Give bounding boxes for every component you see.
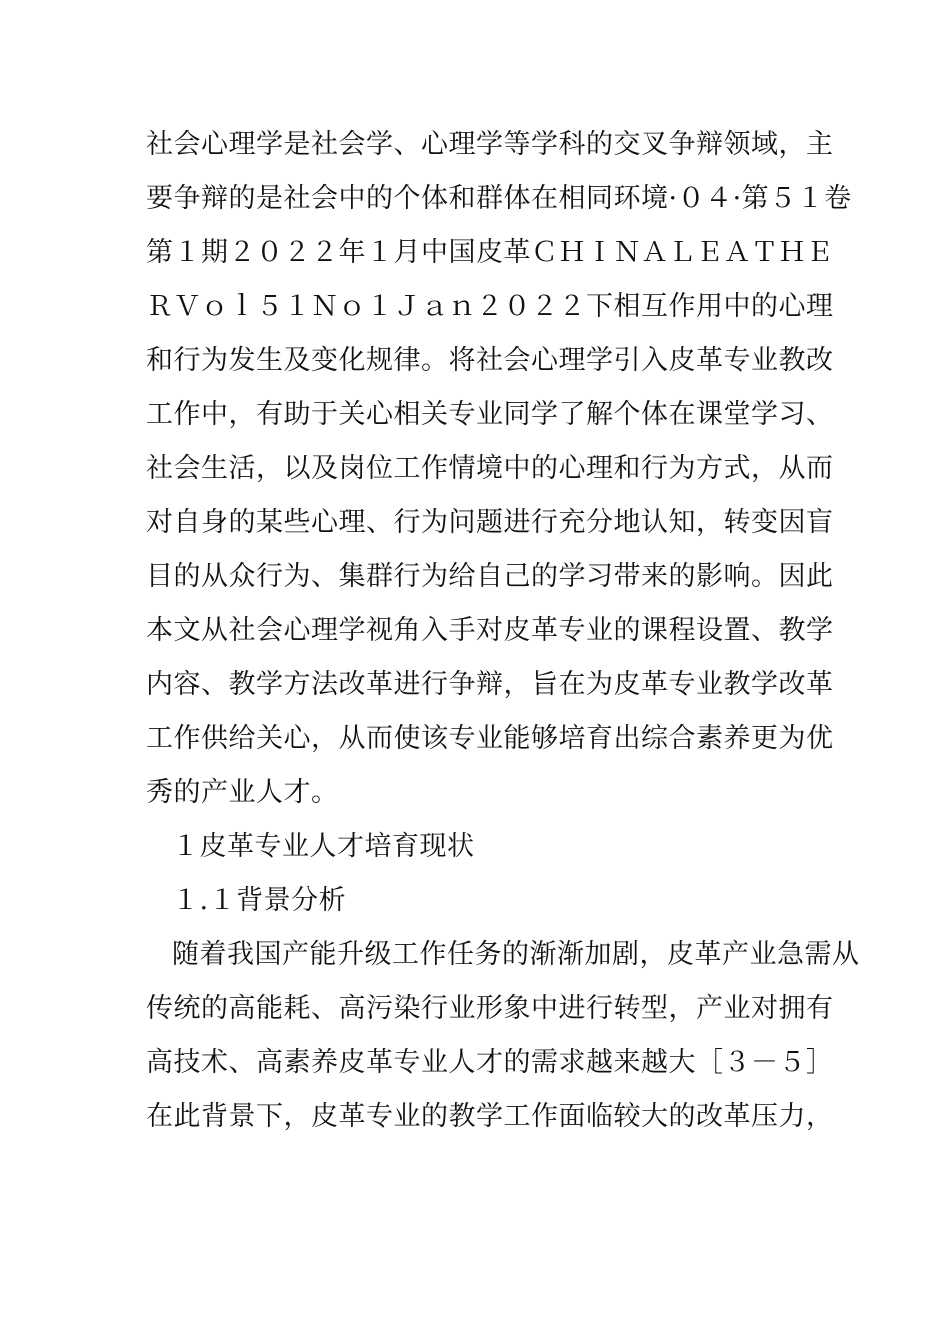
text-line: 工作中，有助于关心相关专业同学了解个体在课堂学习、 [146,399,834,430]
text-line: 随着我国产能升级工作任务的渐渐加剧，皮革产业急需从 [172,939,860,970]
text-line: 社会心理学是社会学、心理学等学科的交叉争辩领域，主 [146,129,834,160]
text-line: 本文从社会心理学视角入手对皮革专业的课程设置、教学 [146,615,834,646]
text-line: 传统的高能耗、高污染行业形象中进行转型，产业对拥有 [146,993,834,1024]
text-line: 秀的产业人才。 [146,777,339,808]
section-heading: １皮革专业人才培育现状 [172,831,475,862]
text-line: ＲＶｏｌ５１Ｎｏ１Ｊａｎ２０２２下相互作用中的心理 [146,291,834,322]
text-line: 高技术、高素养皮革专业人才的需求越来越大［３－５］ [146,1047,834,1078]
text-line: 第１期２０２２年１月中国皮革ＣＨＩＮＡＬＥＡＴＨＥ [146,237,834,268]
text-line: 要争辩的是社会中的个体和群体在相同环境·０４·第５１卷 [146,183,852,214]
subsection-heading: １.１背景分析 [172,885,347,916]
text-line: 内容、教学方法改革进行争辩，旨在为皮革专业教学改革 [146,669,834,700]
text-line: 目的从众行为、集群行为给自己的学习带来的影响。因此 [146,561,834,592]
text-line: 在此背景下，皮革专业的教学工作面临较大的改革压力， [146,1101,834,1132]
text-line: 对自身的某些心理、行为问题进行充分地认知，转变因盲 [146,507,834,538]
text-line: 社会生活，以及岗位工作情境中的心理和行为方式，从而 [146,453,834,484]
text-line: 和行为发生及变化规律。将社会心理学引入皮革专业教改 [146,345,834,376]
text-line: 工作供给关心，从而使该专业能够培育出综合素养更为优 [146,723,834,754]
